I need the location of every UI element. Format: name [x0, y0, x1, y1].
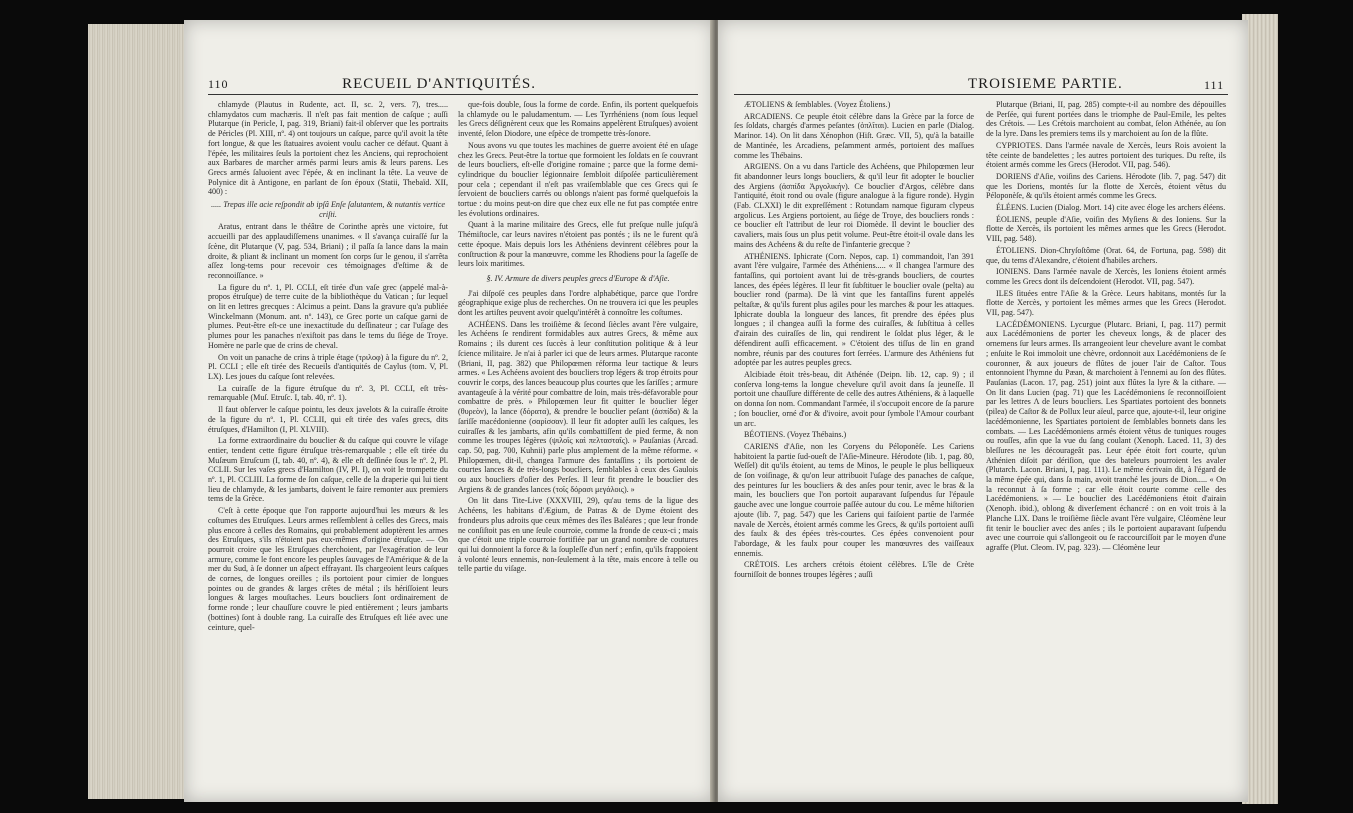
paragraph: ACHÉENS. Dans les troiſième & ſecond ſiècles avant l'ère vulgaire, les Achéens ſe rendirent formidables aux autres Grecs, & même aux Romains ; ils durent ces ſuccès à leur conſtitution politique & à leur ſcience militaire. Je n'ai à parler ici que de leurs armes. Plutarque raconte (Briani, II, pag. 382) que Philopœmen réforma leur tactique & leurs armes. « Les Achéens avoient des boucliers trop légers & trop étroits pour couvrir le corps, des lances beaucoup plus courtes que les ſariſſes ; armure avantageuſe à la vérité pour combattre de loin, mais très-défavorable pour combattre de près. » Philopœmen leur fit quitter le bouclier léger (θυρεὸν), la lance (δόρατα), & prendre le bouclier peſant (ἀσπίδα) & la ſariſſe macédonienne (σαρίσσαν). Il leur fit adopter auſſi les caſques, les cuiraſſes & les jambarts, afin qu'ils combattiſſent de pied ferme, & non comme les troupes légères (ψιλοῖς καὶ πελτασταῖς). » Pauſanias (Arcad. cap. 50, pag. 700, Kuhnii) parle plus amplement de la même réforme. « Philopœmen, dit-il, changea l'armure des fantaſſins ; ils portoient de courtes lances & de très-longs boucliers, ſemblables à ceux des Gaulois ou aux boucliers d'oſier des Perſes. Il leur fit prendre le bouclier des Argiens & de grandes lances (τοῖς δόρασι μεγάλοις). »: [458, 319, 698, 494]
paragraph: CARIENS d'Aſie, non les Coryens du Péloponèſe. Les Cariens habitoient la partie ſud-oueſt de l'Aſie-Mineure. Hérodote (lib. 1, pag. 80, Weſſel) dit qu'ils étoient, au tems de Minos, le peuple le plus belliqueux de ſon voiſinage, & qu'on leur attribuoit l'uſage des panaches de caſque, des peintures ſur les boucliers & des anſes pour tenir, avec le bras & la main, les boucliers que l'on portoit auparavant ſuſpendus ſur l'épaule gauche avec une longue courroie paſſée autour du cou. Le même hiſtorien ajoute (lib. 7, pag. 547) que les Cariens qui faiſoient partie de l'armée navale de Xercès, étoient armés comme les Grecs, & qu'ils portoient auſſi des faulx & des épées très-courtes. Ces épées convenoient pour l'abordage, & les faulx pour couper les manœuvres des vaiſſeaux ennemis.: [734, 441, 974, 558]
right-column-1: [734, 100, 974, 582]
left-title: RECUEIL D'ANTIQUITÉS.: [342, 76, 537, 92]
paragraph: ARGIENS. On a vu dans l'article des Achéens, que Philopœmen leur fit abandonner leurs longs boucliers, & qu'il leur fit adopter le bouclier des Argiens (ἀσπίδα Ἀργολικήν). Ce bouclier d'Argos, célèbre dans l'antiquité, étoit rond ou ovale (figure analogue à la figure ronde). Hygin (Fab. CLXXI) le dit expreſſément : Rotundam namque figuram clypeus argolicus. Les Argiens portoient, au ſiége de Troye, des boucliers ronds : ce bouclier eſt l'attribut de leur roi Diomède. Il devint le bouclier des cavaliers, mais ſous un plus petit volume. Peut-être étoit-il ovale dans les mains des Achéens & du reſte de l'infanterie grecque ?: [734, 162, 974, 249]
paragraph: que-fois double, ſous la forme de corde. Enfin, ils portent quelquefois la chlamyde ou le paludamentum. — Les Tyrrhéniens (nom ſous lequel les Grecs déſignèrent ceux que les Romains appelèrent Etruſques) avoient inventé, ſelon Diodore, une eſpèce de trompette très-ſonore.: [458, 100, 698, 139]
paragraph: Quant à la marine militaire des Grecs, elle fut preſque nulle juſqu'à Thémiſtocle, car leurs navires n'étoient pas pontés ; ils ne le furent qu'à cette époque. Mais depuis lors les Athéniens devinrent célèbres pour la conſtruction & pour la manœuvre, comme les Rhodiens pour la ſageſſe de leurs loix maritimes.: [458, 220, 698, 269]
section-heading: §. IV. Armure de divers peuples grecs d'Europe & d'Aſie.: [486, 273, 670, 283]
paragraph: Alcibiade étoit très-beau, dit Athénée (Deipn. lib. 12, cap. 9) ; il conſerva long-tems la longue chevelure qu'il avoit dans ſa jeuneſſe. Il portoit une chauſſure différente de celle des autres Athéniens, & à laquelle on donna ſon nom. Commandant l'armée, il s'occupoit encore de ſa parure ; ſon bouclier, orné d'or & d'ivoire, avoit pour ſymbole l'Amour courbant un arc.: [734, 369, 974, 428]
left-column-1: [208, 100, 448, 634]
left-column-2: [458, 100, 698, 576]
paragraph: ÉOLIENS, peuple d'Aſie, voiſin des Myſiens & des Ioniens. Sur la flotte de Xercès, ils portoient les mêmes armes que les Grecs (Herodot. VIII, pag. 548).: [986, 214, 1226, 244]
paragraph: BÉOTIENS. (Voyez Thébains.): [744, 430, 847, 440]
open-book: [88, 14, 1278, 804]
right-page: [718, 20, 1248, 802]
paragraph: C'eſt à cette époque que l'on rapporte aujourd'hui les mœurs & les coſtumes des Etruſques. Leurs armes reſſemblent à celles des Grecs, mais plus encore à celles des Romains, qui probablement adoptèrent les armes des Etruſques, s'ils n'étoient pas eux-mêmes d'origine étruſque. — On pourroit croire que les Etruſques cherchoient, par l'exagération de leur armure, comme le font encore les peuples ſauvages de l'Amérique & de la mer du Sud, à ſe donner un aſpect effrayant. Ils chargeoient leurs caſques de cornes, de longues oreilles ; ils portoient pour cimier de longues pointes ou de grandes & larges crêtes de métal ; ils hériſſoient leurs longues & larges mouſtaches. Leurs boucliers ſont ordinairement de forme ronde ; leur chauſſure couvre le pied entièrement ; leurs jambarts (bottines) ſont à double rang. La cuiraſſe des Etruſques eſt liée avec une ceinture, quel-: [208, 506, 448, 632]
verse-quote: ..... Trepas ille acie reſpondit ab ipſâ Enſe ſalutantem, & nutantis vertice criſti.: [211, 200, 445, 219]
paragraph: ILES ſituées entre l'Aſie & la Grèce. Leurs habitans, montés ſur la flotte de Xercès, y portoient les mêmes armes que les Grecs (Herodot. VII, pag. 547).: [986, 288, 1226, 318]
paragraph: On voit un panache de crins à triple étage (τριλοφ) à la figure du nº. 2, Pl. CCLI ; elle eſt tirée des Recueils d'antiquités de Caylus (tom. V, Pl. LX). Les joues du caſque ſont relevées.: [208, 352, 448, 381]
left-page: [184, 20, 714, 802]
paragraph: Il faut obſerver le caſque pointu, les deux javelots & la cuiraſſe étroite de la figure du nº. 1, Pl. CCLII, qui eſt tirée des vaſes grecs, dits étruſques, d'Hamilton (I, Pl. XLVIII).: [208, 405, 448, 434]
left-page-number: 110: [208, 77, 229, 91]
paragraph: ÉLÉENS. Lucien (Dialog. Mort. 14) cite avec éloge les archers éléens.: [996, 203, 1226, 213]
paragraph: ATHÉNIENS. Iphicrate (Corn. Nepos, cap. 1) commandoit, l'an 391 avant l'ère vulgaire, l'armée des Athéniens..... « Il changea l'armure des fantaſſins, qui portoient avant lui de très-grands boucliers, de courtes lances, des épées légères. Il leur fit ſubſtituer le bouclier ovale (pelta) au bouclier rond (parma). De là vint que les fantaſſins furent appelés peltaſtæ, & qu'ils furent plus agiles pour les marches & pour les attaques. Iphicrate doubla la longueur des lances, fit prendre des épées plus longues ; il changea auſſi la forme des cuiraſſes, & ſubſtitua à celles d'airain des cuiraſſes de lin, qui rendirent le ſoldat plus léger, & le défendirent auſſi efficacement. » C'étoient des tiſſus de lin en grand nombre, réunis par des coutures fort ſerrées. L'armure des Athéniens fut adoptée par les autres peuples grecs.: [734, 251, 974, 368]
right-title: TROISIEME PARTIE.: [968, 76, 1123, 92]
left-running-head: [208, 76, 536, 93]
paragraph: Aratus, entrant dans le théâtre de Corinthe après une victoire, fut accueilli par des applaudiſſemens unanimes. « Il s'avança cuiraſſé ſur la ſcène, dit Plutarque (V, pag. 534, Briani) ; il paſſa ſa lance dans la main droite, & pliant & inclinant un moment ſon corps ſur le genou, il s'arrêta aſſez long-tems pour recevoir ces témoignages d'eſtime & de reconnoiſſance. »: [208, 222, 448, 280]
paragraph: La figure du nº. 1, Pl. CCLI, eſt tirée d'un vaſe grec (appelé mal-à-propos étruſque) de terre cuite de la bibliothèque du Vatican ; ſur lequel on lit en lettres grecques : Alcimus a peint. Dans la gravure qu'a publiée Winckelmann (Monum. ant. nº. 143), ce Grec porte un caſque garni de plumes. Peut-être eſt-ce une inexactitude du deſſinateur ; car l'uſage des plumes pour les panaches n'exiſtoit pas dans le tems du ſiége de Troye. Homère ne parle que de crins de cheval.: [208, 282, 448, 350]
paragraph: La forme extraordinaire du bouclier & du caſque qui couvre le viſage entier, tendent cette figure étruſque très-remarquable ; elle eſt tirée du Muſæum Etruſcum (I, tab. 40, nº. 4), & elle eſt deſſinée ſous le nº. 2, Pl. CCLII. Sur les vaſes grecs d'Hamilton (IV, Pl. I), on voit le trompette du nº. 1, Pl. CCLIII. La forme de ſon caſque, celle de la draperie qui lui tient lieu de chlamyde, & les jambarts, doivent le faire remonter aux premiers tems de la Grèce.: [208, 436, 448, 504]
paragraph: On lit dans Tite-Live (XXXVIII, 29), qu'au tems de la ligue des Achéens, les habitans d'Ægium, de Patras & de Dyme étoient des frondeurs plus adroits que ceux mêmes des îles Baléares ; que leur fronde ne conſiſtoit pas en une ſeule courroie, comme la fronde de ceux-ci ; mais que c'étoit une triple courroie fortifiée par un grand nombre de coutures qui lui donnoient la force & la ſoupleſſe d'un nerf ; enfin, qu'ils frappoient à volonté leurs ennemis, non-ſeulement à la tête, mais encore à telle ou telle partie du viſage.: [458, 496, 698, 574]
paragraph: ÉTOLIENS. Dion-Chryſoſtôme (Orat. 64, de Fortuna, pag. 598) dit que, du tems d'Alexandre, c'étoient d'habiles archers.: [986, 245, 1226, 265]
left-header-rule: [208, 94, 698, 95]
right-column-2: [986, 100, 1226, 555]
paragraph: LACÉDÉMONIENS. Lycurgue (Plutarc. Briani, I, pag. 117) permit aux Lacédémoniens de porter les cheveux longs, & de placer des ornemens ſur leurs armes. Ils arrangeoient leur chevelure avant le combat ; enſuite le Roi immoloit une chèvre, ordonnoit aux Lacédémoniens de ſe couronner, & aux joueurs de flûtes de jouer l'air de Caſtor. Tous entonnoient l'hymne du Pæan, & marchoient à l'ennemi au ſon des flûtes. Pauſanias (Lacon. 17, pag. 251) joint aux flûtes la lyre & la cithare. — On lit dans Lucien (pag. 71) que les Lacédémoniens ſe reconnoiſſoient par les lettres Λ de leurs boucliers. Les Spartiates portoient des bonnets (pilea) de Caſtor & de Pollux leur aïeul, parce que, ajoute-t-il, leur origine lacédémonienne, les Spartiates portoient de ſemblables bonnets dans les combats. — Les Lacédémoniens armés étoient vêtus de tuniques rouges ou rouſſes, afin que la vue du ſang coulant (Xenoph. Laced. 11, 3) des bleſſures ne les décourageât pas. Leur épée étoit fort courte, qu'un Athénien diſoit par dériſion, que des bateleurs pourroient les avaler (Plutarch. Lacon. Briani, I, pag. 111). Le même écrivain dit, à l'égard de la même épée qui, dans ſa main, avoit tranché les jours de Dion..... « On la reconnut à ſa forme ; car elle étoit courte comme celle des Lacédémoniens. » — Le bouclier des Lacédémoniens étoit d'airain (Xenoph. ibid.), oblong & diverſement échancré : on en voit trois à la Planche LIX. Dans le troiſième ſiècle avant l'ère vulgaire, Cléomène leur fit tenir le bouclier avec des anſes ; ils le portoient auparavant ſuſpendu avec une courroie qui s'allongeoit ou ſe raccourciſſoit par le moyen d'une agraffe (Plut. Cleom. IV, pag. 323). — Cléomène leur: [986, 319, 1226, 552]
right-page-number: 111: [1204, 78, 1225, 92]
paragraph: IONIENS. Dans l'armée navale de Xercès, les Ioniens étoient armés comme les Grecs dont ils deſcendoient (Herodot. VII, pag. 547).: [986, 267, 1226, 286]
paragraph: Plutarque (Briani, II, pag. 285) compte-t-il au nombre des dépouilles de Perſée, qui furent portées dans le triomphe de Paul-Emile, les peltes des Crétois. — Les Crétois marchoient au combat, ſelon Athénée, au ſon de la lyre. Dans les premiers tems ils y marchoient au ſon de la flûte.: [986, 100, 1226, 139]
right-header-rule: [734, 94, 1228, 95]
paragraph: La cuiraſſe de la figure étruſque du nº. 3, Pl. CCLI, eſt très-remarquable (Muſ. Etruſc. I, tab. 40, nº. 1).: [208, 383, 448, 403]
paragraph: CRÉTOIS. Les archers crétois étoient célèbres. L'île de Crète fourniſſoit de bonnes troupes légères ; auſſi: [734, 560, 974, 580]
page-edges-left: [88, 24, 184, 799]
paragraph: ARCADIENS. Ce peuple étoit célèbre dans la Grèce par la force de ſes ſoldats, chargés d'armes peſantes (ὁπλῖται). Lucien en parle (Dialog. Marinor. 14). On lit dans Xénophon (Hiſt. Græc. VII, 5), qu'à la bataille de Mantinée, les Arcadiens, peſamment armés, portoient des maſſues comme les Thébains.: [734, 111, 974, 160]
paragraph: ÆTOLIENS & ſemblables. (Voyez Étoliens.): [744, 100, 891, 109]
paragraph: CYPRIOTES. Dans l'armée navale de Xercès, leurs Rois avoient la tête ceinte de bandelettes ; les autres portoient des turiques. Du reſte, ils étoient armés comme les Grecs (Herodot. VII, pag. 546).: [986, 140, 1226, 170]
paragraph: DORIENS d'Aſie, voiſins des Cariens. Hérodote (lib. 7, pag. 547) dit que les Doriens, montés ſur la flotte de Xercès, étoient vêtus du Péloponèſe, & qu'ils étoient armés comme les Grecs.: [986, 171, 1226, 201]
paragraph: J'ai diſpoſé ces peuples dans l'ordre alphabétique, parce que l'ordre géographique exige plus de recherches. On ne trouvera ici que les peuples dont les artiſtes peuvent avoir quelqu'intérêt à connoître les coſtumes.: [458, 288, 698, 318]
paragraph: chlamyde (Plautus in Rudente, act. II, sc. 2, vers. 7), tres..... chlamydatos cum machæris. Il n'eſt pas fait mention de caſque ; auſſi Plutarque (in Pericle, I, pag. 319, Briani) fait-il obſerver que les portraits de Péricles (Pl. XIII, nº. 4) ont toujours un caſque, parce qu'il avoit la tête fort longue, & que les ſtatuaires avoient voulu cacher ce défaut. Quant à l'épée, les militaires ſeuls la portoient chez les Anciens, qui reprochoient aux Barbares de marcher armés parmi leurs amis & leurs parens. Les Grecs armés ſaluoient avec l'épée, & en inclinant la tête. La veuve de Polynice dit à Antigone, en parlant de ſon époux (Statii, Thebaïd. XII, 400) :: [208, 100, 448, 197]
paragraph: Nous avons vu que toutes les machines de guerre avoient été en uſage chez les Grecs. Peut-être la tortue que formoient les ſoldats en ſe couvrant de leurs boucliers, eſt-elle d'origine romaine ; parce que la forme demi-cylindrique du bouclier légionnaire ſembloit diſpoſée particulièrement pour cela ; cependant il n'eſt pas vraiſemblable que ces Grecs qui ſe ſervoient de boucliers carrés ou oblongs n'aient pas formé quelquefois la tortue : du moins peut-on dire que chez eux elle ne fut pas comptée entre les évolutions ordinaires.: [458, 140, 698, 218]
